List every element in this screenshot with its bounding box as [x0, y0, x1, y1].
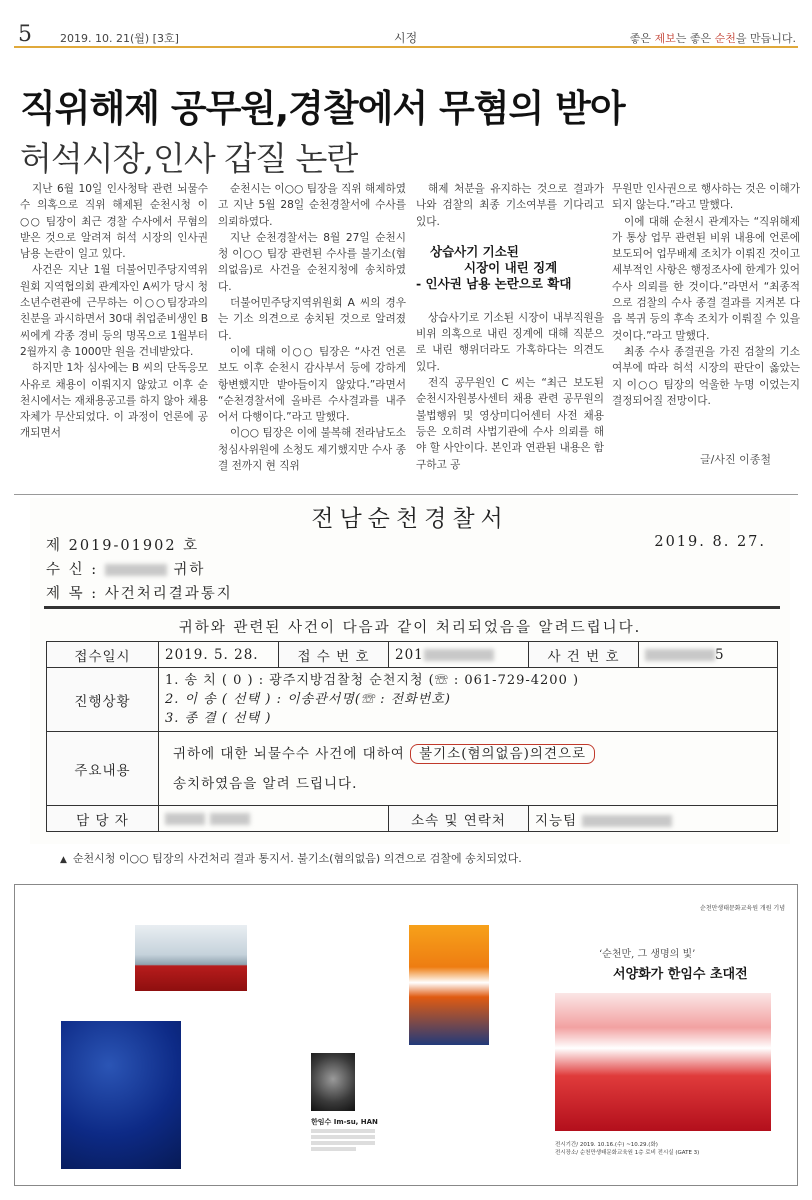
- article-column-3: [416, 181, 604, 473]
- page-header: [14, 20, 798, 48]
- painting-orange-sunset: [409, 925, 489, 1045]
- redacted-officer-name: [210, 813, 250, 825]
- exhibition-venue: 전시장소/ 순천만생태문화교육원 1층 로비 전시실 (GATE 3): [555, 1150, 700, 1156]
- divider: [14, 494, 798, 495]
- exhibition-title: 서양화가 한임수 초대전: [613, 967, 748, 982]
- artist-name: 한임수 Im-su, HAN: [311, 1118, 378, 1126]
- table-row: [47, 642, 778, 668]
- receipt-number-prefix: 201: [395, 646, 424, 663]
- exhibition-info: [555, 1141, 699, 1157]
- slogan-mid: 는 좋은: [675, 32, 715, 45]
- table-label: 접수일시: [47, 642, 159, 668]
- paragraph: 이○○ 팀장은 이에 불복해 전라남도소청심사위원에 소청도 제기했지만 수사 종결 전까지 현 직위: [218, 427, 406, 473]
- side-heading: [416, 244, 604, 292]
- document-subject: 제 목 : 사건처리결과통지: [46, 586, 233, 602]
- paragraph: 하지만 1차 심사에는 B 씨의 단독응모 사유로 채용이 이뤄지지 않았고 이후 순천시에서는 재채용공고를 하지 않아 채용 자체가 무산되었다. 이 과정이 언론에 공개되면서: [20, 362, 208, 440]
- photo-caption: [60, 850, 522, 866]
- document-title: 전남순천경찰서: [311, 506, 509, 532]
- content-line-2: 송치하였음을 알려 드립니다.: [173, 775, 358, 792]
- document-notice: 귀하와 관련된 사건이 다음과 같이 처리되었음을 알려드립니다.: [178, 620, 642, 636]
- redacted-receipt-number: [424, 649, 494, 661]
- painting-landscape-red: [135, 925, 247, 991]
- paragraph: 이에 대해 이○○ 팀장은 “사건 언론 보도 이후 순천시 감사부서 등에 강하게 항변했지만 받아들이지 않았다.”라면서 “순천경찰서에 올바른 수사결과를 내주어서 다행이다.”라고 말했다.: [218, 345, 406, 424]
- painting-blue-night: [61, 1021, 181, 1169]
- paragraph: 더불어민주당지역위원회 A 씨의 경우는 기소 의견으로 송치된 것으로 알려졌다.: [218, 297, 406, 342]
- headline: 직위해제 공무원,경찰에서 무혐의 받아: [20, 87, 625, 130]
- byline: 글/사진 이종철: [700, 453, 771, 466]
- receipt-date: 2019. 5. 28.: [159, 642, 279, 668]
- progress-status: [159, 668, 778, 732]
- table-row: [47, 668, 778, 732]
- article-column-4: [612, 181, 800, 409]
- exhibition-subtitle: ‘순천만, 그 생명의 빛’: [599, 949, 696, 960]
- paragraph: 지난 6월 10일 인사청탁 관련 뇌물수수 의혹으로 직위 해제된 순천시청 이○○ 팀장이 최근 경찰 수사에서 무혐의 받은 것으로 알려져 허석 시장의 인사권 남용 논란이 일고 있다.: [20, 183, 208, 261]
- status-line-3: 3. 종 결 ( 선택 ): [165, 711, 272, 726]
- redacted-phone: [582, 815, 672, 827]
- article-column-1: [20, 181, 208, 442]
- document-number: 제 2019-01902 호: [46, 538, 200, 554]
- triangle-icon: ▲: [60, 855, 67, 865]
- slogan-prefix: 좋은: [629, 32, 655, 45]
- paragraph: 이에 대해 순천시 관계자는 “직위해제가 통상 업무 관련된 비위 내용에 언론에 보도되어 업무배제 조치가 이뤄진 것이고 세부적인 사항은 행정조사에 한계가 있어 수사 의뢰를 한 것이다.”라면서 “최종적으로 검찰의 수사 종결 결과를 지켜본 다음 복귀 등의 후속 조치가 이뤄질 수 있을 것이다.”라고 말했다.: [612, 215, 800, 342]
- officer-name: [159, 806, 389, 832]
- side-heading-line-2: 시장이 내린 징계: [464, 259, 558, 275]
- exhibition-advertisement: [14, 884, 798, 1186]
- case-number: [639, 642, 778, 668]
- officer-team: [529, 806, 778, 832]
- redacted-officer-rank: [165, 813, 205, 825]
- redacted-name: [105, 564, 167, 576]
- organizer-text: 순천만생태문화교육원 개원 기념: [700, 905, 785, 912]
- table-label: 담 당 자: [47, 806, 159, 832]
- artist-bio: [311, 1129, 375, 1151]
- side-heading-line-3: - 인사권 남용 논란으로 확대: [416, 275, 572, 291]
- paragraph: 순천시는 이○○ 팀장을 직위 해제하였고 지난 5월 28일 순천경찰서에 수사를 의뢰하였다.: [218, 183, 406, 228]
- issue-date: 2019. 10. 21(월) [3호]: [60, 32, 179, 45]
- status-line-2: 2. 이 송 ( 선택 ) : 이송관서명(☏ : 전화번호): [165, 692, 451, 707]
- artist-photo: [311, 1053, 355, 1111]
- article-column-2: [218, 181, 406, 474]
- exhibition-period: 전시기간/ 2019. 10.16.(수) ~10.29.(화): [555, 1142, 658, 1148]
- subheadline: 허석시장,인사 갑질 논란: [20, 139, 358, 178]
- highlighted-result: 불기소(혐의없음)의견으로: [410, 744, 595, 764]
- section-name: 시정: [394, 31, 418, 45]
- slogan: [630, 30, 796, 46]
- receipt-number: [389, 642, 529, 668]
- paragraph: 전직 공무원인 C 씨는 “최근 보도된 순천시자원봉사센터 채용 관련 공무원의 불법행위 및 영상미디어센터 사전 채용 등은 오히려 사법기관에 수사 의뢰를 해야 할 사안이다. 본인과 연관된 내용은 함구하고 공: [416, 377, 604, 471]
- paragraph: 해제 처분을 유지하는 것으로 결과가 나와 검찰의 최종 기소여부를 기다리고 있다.: [416, 183, 604, 228]
- content-line-1: [173, 739, 771, 769]
- status-line-1: 1. 송 치 ( 0 ) : 광주지방검찰청 순천지청 (☏ : 061-729-4200 ): [165, 673, 580, 688]
- caption-text: 순천시청 이○○ 팀장의 사건처리 결과 통지서. 불기소(혐의없음) 의견으로 검찰에 송치되었다.: [72, 852, 522, 865]
- table-label: 진행상황: [47, 668, 159, 732]
- table-row: [47, 806, 778, 832]
- table-label: 주요내용: [47, 732, 159, 806]
- case-table: [46, 641, 778, 832]
- content-text: 귀하에 대한 뇌물수수 사건에 대하여: [173, 745, 405, 762]
- table-label: 소속 및 연락처: [389, 806, 529, 832]
- paragraph: 사건은 지난 1월 더불어민주당지역위원회 지역협의회 관계자인 A씨가 당시 청소년수련관에 근무하는 이○○팀장과의 친분을 과시하면서 30대 취업준비생인 B 씨에게 각종 경비 등의 명목으로 1월부터 2월까지 총 1000만 원을 건네받았다.: [20, 264, 208, 358]
- table-label: 접 수 번 호: [279, 642, 389, 668]
- page-number: 5: [18, 22, 32, 47]
- slogan-suffix: 을 만듭니다.: [735, 32, 796, 45]
- side-heading-line-1: 상습사기 기소된: [430, 243, 519, 259]
- paragraph: 상습사기로 기소된 시장이 내부직원을 비위 의혹으로 내린 징계에 대해 직분으로 내린 행위더라도 가혹하다는 의견도 있다.: [416, 311, 604, 373]
- document-date: 2019. 8. 27.: [654, 534, 766, 550]
- painting-red-field: [555, 993, 771, 1131]
- slogan-highlight-1: 제보: [654, 32, 676, 45]
- document-recipient: [46, 558, 205, 579]
- case-number-suffix: 5: [715, 646, 725, 663]
- recipient-suffix: 귀하: [173, 562, 206, 578]
- paragraph: 최종 수사 종결권을 가진 검찰의 기소 여부에 따라 허석 시장의 판단이 옳았는지 이○○ 팀장의 억울한 누명 이었는지 결정되어질 전망이다.: [612, 345, 800, 407]
- slogan-highlight-2: 순천: [714, 32, 736, 45]
- redacted-case-number: [645, 649, 715, 661]
- document-rule: [44, 606, 780, 609]
- team-name: 지능팀: [535, 812, 578, 829]
- recipient-label: 수 신 :: [46, 562, 99, 578]
- paragraph: 지난 순천경찰서는 8월 27일 순천시청 이○○ 팀장 관련된 수사를 불기소(혐의없음)로 사건을 순천지청에 송치하였다.: [218, 231, 406, 293]
- paragraph: 무원만 인사권으로 행사하는 것은 이해가 되지 않는다.”라고 말했다.: [612, 183, 800, 212]
- main-content: [159, 732, 778, 806]
- table-label: 사 건 번 호: [529, 642, 639, 668]
- table-row: [47, 732, 778, 806]
- police-notice-image: [30, 498, 790, 844]
